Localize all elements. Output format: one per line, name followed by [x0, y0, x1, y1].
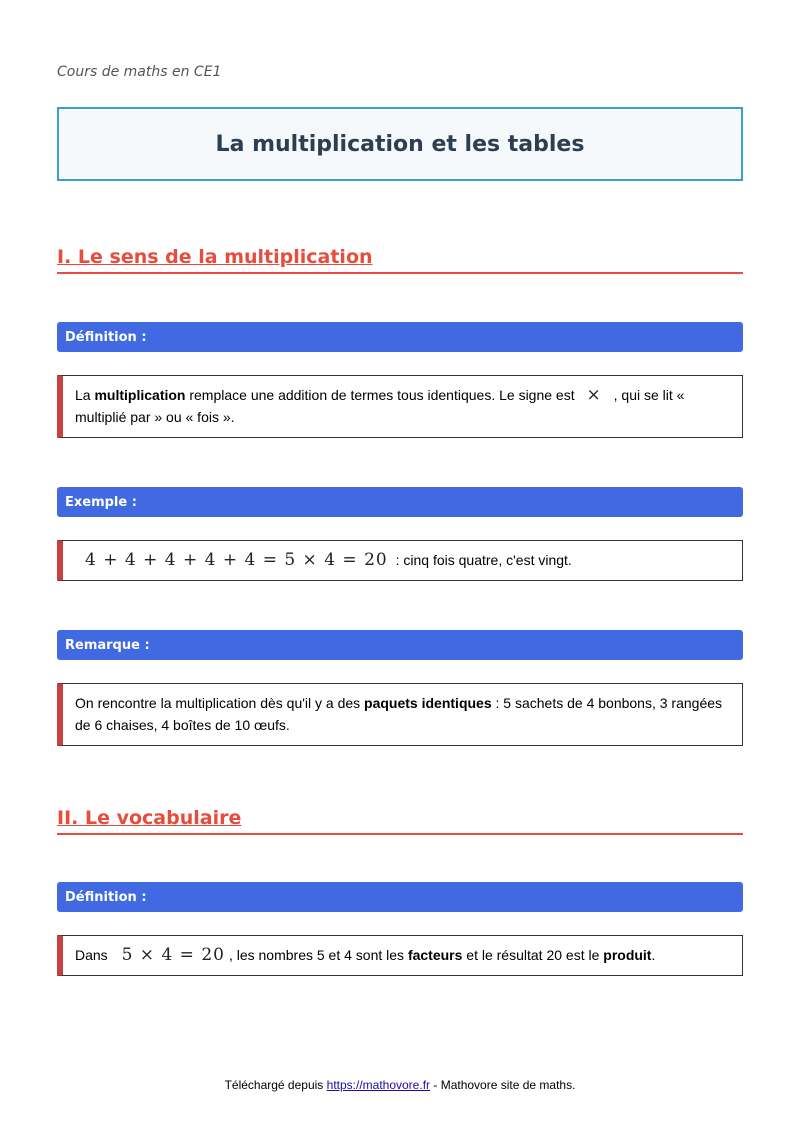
course-label: Cours de maths en CE1 [57, 64, 222, 80]
footer-link[interactable]: https://mathovore.fr [326, 1078, 431, 1092]
remark-bold: paquets identiques [364, 695, 492, 711]
footer-suffix: - Mathovore site de maths. [430, 1078, 576, 1092]
def2-text-mid2: et le résultat 20 est le [462, 947, 604, 963]
definition-box-2 [57, 935, 743, 976]
remark-text-after: : 5 sachets de 4 bonbons, 3 rangées de 6 chaises, 4 boîtes de 10 œufs. [75, 695, 723, 733]
definition-bar-2: Définition : [57, 882, 743, 912]
def1-bold: multiplication [94, 387, 186, 403]
times-symbol: × [586, 385, 602, 405]
remark-bar: Remarque : [57, 630, 743, 660]
footer [0, 1078, 800, 1092]
section-heading-2: II. Le vocabulaire [57, 807, 743, 835]
remark-text-before: On rencontre la multiplication dès qu'il y a des [75, 695, 365, 711]
def1-text-before: La [75, 387, 95, 403]
def2-bold-factors: facteurs [407, 947, 463, 963]
def2-bold-product: produit [603, 947, 652, 963]
def2-text-mid: , les nombres 5 et 4 sont les [228, 947, 408, 963]
footer-prefix: Téléchargé depuis [224, 1078, 327, 1092]
def2-math: 5 × 4 = 20 [121, 945, 225, 965]
example-text: : cinq fois quatre, c'est vingt. [391, 552, 572, 568]
example-math: 4 + 4 + 4 + 4 + 4 = 5 × 4 = 20 [85, 550, 388, 570]
title-box [57, 107, 743, 181]
section-heading-1: I. Le sens de la multiplication [57, 246, 743, 274]
page-title: La multiplication et les tables [215, 131, 585, 157]
remark-box [57, 683, 743, 746]
def1-text-after: , qui se lit « multiplié par » ou « fois ». [75, 387, 685, 425]
def2-text-before: Dans [75, 947, 112, 963]
example-bar: Exemple : [57, 487, 743, 517]
definition-box-1 [57, 375, 743, 438]
def1-text-mid: remplace une addition de termes tous identiques. Le signe est [185, 387, 579, 403]
example-box [57, 540, 743, 581]
definition-bar-1: Définition : [57, 322, 743, 352]
def2-text-after: . [651, 947, 656, 963]
